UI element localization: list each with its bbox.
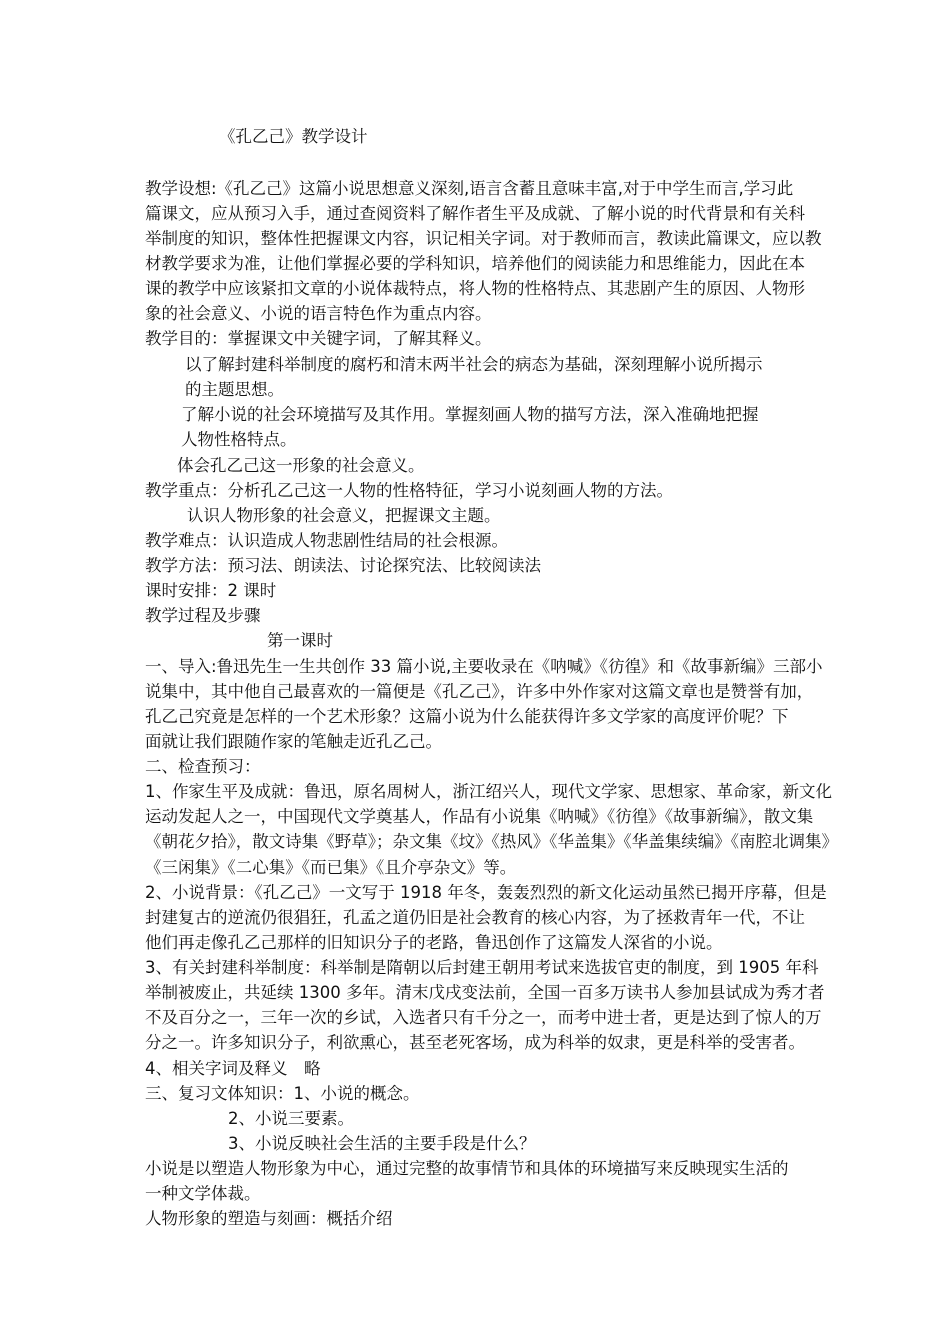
text-line: 分之一。许多知识分子，利欲熏心，甚至老死客场，成为科举的奴隶，更是科举的受害者。 xyxy=(145,1033,805,1052)
section-heading: 第一课时 xyxy=(267,631,333,650)
text-line: 一种文学体裁。 xyxy=(145,1184,261,1203)
text-line: 象的社会意义、小说的语言特色作为重点内容。 xyxy=(145,304,492,323)
text-line: 人物形象的塑造与刻画：概括介绍 xyxy=(145,1209,393,1228)
text-line: 篇课文，应从预习入手，通过查阅资料了解作者生平及成就、了解小说的时代背景和有关科 xyxy=(145,204,805,223)
text-line: 三、复习文体知识：1、小说的概念。 xyxy=(145,1084,420,1103)
text-line: 教学方法：预习法、朗读法、讨论探究法、比较阅读法 xyxy=(145,556,541,575)
text-line: 《朝花夕拾》，散文诗集《野草》；杂文集《坟》《热风》《华盖集》《华盖集续编》《南腔北调集》 xyxy=(145,832,838,851)
text-line: 教学重点：分析孔乙己这一人物的性格特征，学习小说刻画人物的方法。 xyxy=(145,481,673,500)
text-line: 封建复古的逆流仍很猖狂，孔孟之道仍旧是社会教育的核心内容，为了拯救青年一代，不让 xyxy=(145,908,805,927)
text-line: 课时安排：2 课时 xyxy=(145,581,277,600)
text-line: 二、检查预习： xyxy=(145,757,261,776)
text-line: 《三闲集》《二心集》《而已集》《且介亭杂文》等。 xyxy=(145,858,517,877)
text-line: 以了解封建科举制度的腐朽和清末两半社会的病态为基础，深刻理解小说所揭示 xyxy=(185,355,763,374)
text-line: 3、小说反映社会生活的主要手段是什么？ xyxy=(228,1134,536,1153)
text-line: 材教学要求为准，让他们掌握必要的学科知识，培养他们的阅读能力和思维能力，因此在本 xyxy=(145,254,805,273)
text-line: 教学目的：掌握课文中关键字词，了解其释义。 xyxy=(145,329,492,348)
text-line: 人物性格特点。 xyxy=(181,430,297,449)
text-line: 1、作家生平及成就：鲁迅，原名周树人，浙江绍兴人，现代文学家、思想家、革命家，新文化 xyxy=(145,782,832,801)
text-line: 的主题思想。 xyxy=(185,380,284,399)
text-line: 教学过程及步骤 xyxy=(145,606,261,625)
text-line: 面就让我们跟随作家的笔触走近孔乙己。 xyxy=(145,732,442,751)
text-line: 说集中，其中他自己最喜欢的一篇便是《孔乙己》，许多中外作家对这篇文章也是赞誉有加， xyxy=(145,682,814,701)
document-title: 《孔乙己》教学设计 xyxy=(219,127,368,146)
text-line: 小说是以塑造人物形象为中心，通过完整的故事情节和具体的环境描写来反映现实生活的 xyxy=(145,1159,789,1178)
text-line: 他们再走像孔乙己那样的旧知识分子的老路，鲁迅创作了这篇发人深省的小说。 xyxy=(145,933,723,952)
text-line: 举制被废止，共延续 1300 多年。清末戊戌变法前，全国一百多万读书人参加县试成为秀才者 xyxy=(145,983,825,1002)
text-line: 体会孔乙己这一形象的社会意义。 xyxy=(177,456,425,475)
text-line: 教学难点：认识造成人物悲剧性结局的社会根源。 xyxy=(145,531,508,550)
text-line: 了解小说的社会环境描写及其作用。掌握刻画人物的描写方法，深入准确地把握 xyxy=(181,405,759,424)
text-line: 3、有关封建科举制度：科举制是隋朝以后封建王朝用考试来选拔官吏的制度，到 1905 年科 xyxy=(145,958,819,977)
text-line: 教学设想:《孔乙己》这篇小说思想意义深刻,语言含蓄且意味丰富,对于中学生而言,学习此 xyxy=(145,179,794,198)
text-line: 认识人物形象的社会意义，把握课文主题。 xyxy=(187,506,501,525)
text-line: 运动发起人之一，中国现代文学奠基人，作品有小说集《呐喊》《彷徨》《故事新编》，散文集 xyxy=(145,807,814,826)
text-line: 不及百分之一，三年一次的乡试，入选者只有千分之一，而考中进士者，更是达到了惊人的万 xyxy=(145,1008,822,1027)
text-line: 4、相关字词及释义 略 xyxy=(145,1059,321,1078)
text-line: 课的教学中应该紧扣文章的小说体裁特点，将人物的性格特点、其悲剧产生的原因、人物形 xyxy=(145,279,805,298)
text-line: 一、导入:鲁迅先生一生共创作 33 篇小说,主要收录在《呐喊》《彷徨》和《故事新编》三部小 xyxy=(145,657,823,676)
text-line: 2、小说三要素。 xyxy=(228,1109,354,1128)
text-line: 2、小说背景：《孔乙己》一文写于 1918 年冬，轰轰烈烈的新文化运动虽然已揭开序幕，但是 xyxy=(145,883,827,902)
text-line: 举制度的知识，整体性把握课文内容，识记相关字词。对于教师而言，教读此篇课文，应以教 xyxy=(145,229,822,248)
text-line: 孔乙己究竟是怎样的一个艺术形象？这篇小说为什么能获得许多文学家的高度评价呢？下 xyxy=(145,707,789,726)
